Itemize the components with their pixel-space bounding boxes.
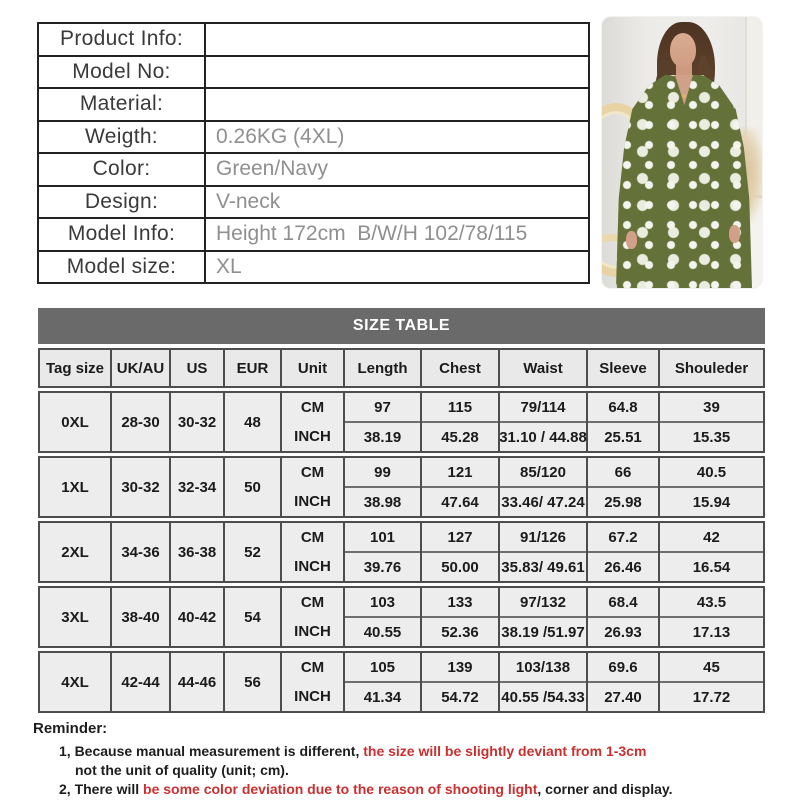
size-cell-sleeve: 66 25.98 [588, 456, 660, 518]
size-cell-uk-au: 28-30 [112, 391, 171, 453]
size-cell-waist: 103/138 40.55 /54.33 [500, 651, 588, 713]
col-header-sleeve: Sleeve [588, 348, 660, 388]
size-cell-unit [282, 586, 345, 648]
size-table-grid [38, 348, 765, 713]
size-cell-unit [282, 456, 345, 518]
size-cell-shoulder: 39 15.35 [660, 391, 765, 453]
col-header-eur: EUR [225, 348, 282, 388]
info-label: Model size: [38, 251, 205, 284]
size-cell-unit [282, 391, 345, 453]
col-header-unit: Unit [282, 348, 345, 388]
info-value: Green/Navy [205, 153, 589, 186]
info-label: Material: [38, 88, 205, 121]
unit-inch-label: INCH [294, 493, 331, 510]
size-cell-tag: 1XL [38, 456, 112, 518]
col-header-tag-size: Tag size [38, 348, 112, 388]
size-cell-eur: 54 [225, 586, 282, 648]
photo-floral-dress [616, 75, 752, 288]
unit-cm-label: CM [300, 659, 325, 676]
reminder-section [33, 720, 778, 799]
photo-necklace [682, 94, 686, 98]
unit-inch-label: INCH [294, 688, 331, 705]
info-label: Model No: [38, 56, 205, 89]
size-cell-uk-au: 38-40 [112, 586, 171, 648]
table-row [38, 153, 589, 186]
size-cell-uk-au: 30-32 [112, 456, 171, 518]
size-cell-chest: 127 50.00 [422, 521, 500, 583]
reminder-item-1-cont: not the unit of quality (unit; cm). [75, 762, 289, 778]
size-cell-tag: 4XL [38, 651, 112, 713]
size-cell-tag: 2XL [38, 521, 112, 583]
unit-cm-label: CM [300, 529, 325, 546]
info-value [205, 88, 589, 121]
table-row [38, 88, 589, 121]
size-cell-length: 101 39.76 [345, 521, 422, 583]
info-value: V-neck [205, 186, 589, 219]
size-cell-shoulder: 40.5 15.94 [660, 456, 765, 518]
size-cell-chest: 121 47.64 [422, 456, 500, 518]
table-row [38, 186, 589, 219]
size-cell-length: 105 41.34 [345, 651, 422, 713]
photo-model-face [670, 33, 696, 67]
size-cell-us: 30-32 [171, 391, 225, 453]
size-cell-chest: 139 54.72 [422, 651, 500, 713]
size-cell-chest: 115 45.28 [422, 391, 500, 453]
size-table-section [38, 308, 765, 713]
size-cell-us: 36-38 [171, 521, 225, 583]
unit-cm-label: CM [300, 464, 325, 481]
size-cell-us: 32-34 [171, 456, 225, 518]
unit-inch-label: INCH [294, 623, 331, 640]
unit-inch-label: INCH [294, 558, 331, 575]
size-table-title: SIZE TABLE [38, 308, 765, 344]
photo-model-hand [729, 225, 740, 243]
size-cell-waist: 91/126 35.83/ 49.61 [500, 521, 588, 583]
col-header-uk-au: UK/AU [112, 348, 171, 388]
table-row [38, 251, 589, 284]
size-cell-length: 99 38.98 [345, 456, 422, 518]
size-cell-length: 103 40.55 [345, 586, 422, 648]
size-cell-shoulder: 45 17.72 [660, 651, 765, 713]
size-cell-eur: 50 [225, 456, 282, 518]
table-row [38, 23, 589, 56]
size-cell-chest: 133 52.36 [422, 586, 500, 648]
size-cell-shoulder: 43.5 17.13 [660, 586, 765, 648]
info-label: Design: [38, 186, 205, 219]
photo-model-hand [626, 231, 637, 249]
unit-cm-label: CM [300, 399, 325, 416]
product-info-table [37, 22, 590, 284]
size-cell-eur: 52 [225, 521, 282, 583]
info-value [205, 23, 589, 56]
size-cell-eur: 48 [225, 391, 282, 453]
info-label: Weigth: [38, 121, 205, 154]
size-cell-waist: 79/114 31.10 / 44.88 [500, 391, 588, 453]
size-cell-sleeve: 64.8 25.51 [588, 391, 660, 453]
info-value: XL [205, 251, 589, 284]
reminder-item-1: 1, Because manual measurement is different, the size will be slightly deviant from 1-3cm [59, 743, 647, 759]
size-cell-tag: 0XL [38, 391, 112, 453]
reminder-item-2: 2, There will be some color deviation due to the reason of shooting light, corner and display. [59, 781, 673, 797]
size-cell-uk-au: 42-44 [112, 651, 171, 713]
col-header-chest: Chest [422, 348, 500, 388]
size-cell-sleeve: 68.4 26.93 [588, 586, 660, 648]
size-cell-unit [282, 521, 345, 583]
col-header-us: US [171, 348, 225, 388]
size-cell-sleeve: 69.6 27.40 [588, 651, 660, 713]
col-header-waist: Waist [500, 348, 588, 388]
size-cell-length: 97 38.19 [345, 391, 422, 453]
reminder-title: Reminder: [33, 720, 108, 737]
size-cell-uk-au: 34-36 [112, 521, 171, 583]
table-row [38, 218, 589, 251]
size-cell-sleeve: 67.2 26.46 [588, 521, 660, 583]
size-cell-shoulder: 42 16.54 [660, 521, 765, 583]
size-cell-us: 40-42 [171, 586, 225, 648]
product-photo [602, 17, 762, 288]
size-cell-eur: 56 [225, 651, 282, 713]
unit-inch-label: INCH [294, 428, 331, 445]
info-value [205, 56, 589, 89]
col-header-length: Length [345, 348, 422, 388]
info-label: Product Info: [38, 23, 205, 56]
info-label: Color: [38, 153, 205, 186]
info-value: Height 172cm B/W/H 102/78/115 [205, 218, 589, 251]
size-cell-tag: 3XL [38, 586, 112, 648]
col-header-shoulder: Shouleder [660, 348, 765, 388]
size-cell-waist: 85/120 33.46/ 47.24 [500, 456, 588, 518]
info-label: Model Info: [38, 218, 205, 251]
size-cell-unit [282, 651, 345, 713]
size-cell-waist: 97/132 38.19 /51.97 [500, 586, 588, 648]
table-row [38, 121, 589, 154]
info-value: 0.26KG (4XL) [205, 121, 589, 154]
unit-cm-label: CM [300, 594, 325, 611]
table-row [38, 56, 589, 89]
size-cell-us: 44-46 [171, 651, 225, 713]
